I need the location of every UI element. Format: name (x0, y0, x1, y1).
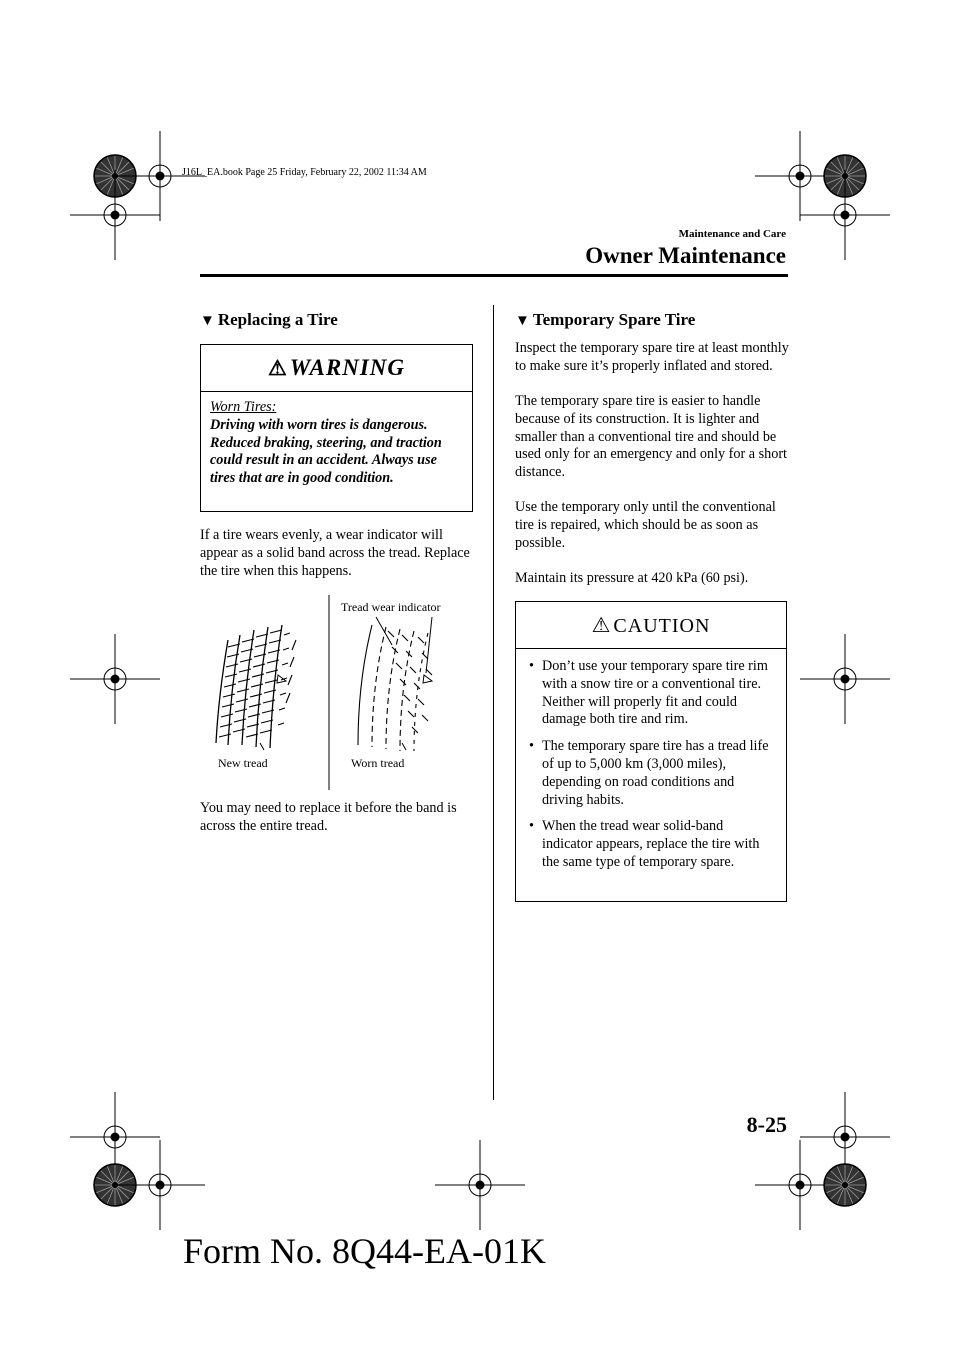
caution-header (516, 602, 786, 649)
heading-replacing-tire (200, 310, 338, 330)
heading-text: Replacing a Tire (217, 310, 338, 329)
warning-text: Driving with worn tires is dangerous. Reduced braking, steering, and traction could result in an accident. Always use tires that are in good condition. (210, 416, 442, 487)
heading-text: Temporary Spare Tire (532, 310, 696, 329)
header-rule (200, 274, 788, 277)
heading-marker: ▼ (200, 313, 215, 329)
paragraph-use-temporary: Use the temporary only until the conventional tire is repaired, which should be as soon as possible. (515, 499, 776, 551)
label-worn-tread: Worn tread (351, 756, 405, 770)
warning-title: Worn Tires: (210, 399, 277, 415)
caution-item (529, 818, 776, 871)
paragraph-pressure: Maintain its pressure at 420 kPa (60 psi). (515, 570, 749, 586)
caution-item (529, 738, 776, 809)
paragraph-inspect-spare: Inspect the temporary spare tire at least monthly to make sure it’s properly inflated and stored. (515, 340, 789, 374)
warning-header (201, 345, 472, 392)
page-number: 8-25 (746, 1112, 787, 1137)
paragraph-replace-before-band: You may need to replace it before the band is across the entire tread. (200, 800, 457, 834)
caution-item-text: Don’t use your temporary spare tire rim with a snow tire or a conventional tire. Neither will properly fit and could damage both tire and rim. (542, 658, 768, 728)
caution-box (515, 601, 787, 902)
warning-box (200, 344, 473, 512)
caution-list (516, 649, 786, 880)
form-number: Form No. 8Q44-EA-01K (183, 1231, 546, 1271)
label-tread-wear-indicator: Tread wear indicator (341, 600, 441, 614)
caution-label: CAUTION (613, 615, 711, 637)
heading-marker: ▼ (515, 313, 530, 329)
heading-temporary-spare (515, 310, 695, 330)
new-tread-illustration (216, 625, 296, 750)
label-new-tread: New tread (218, 756, 268, 770)
caution-item-text: When the tread wear solid-band indicator appears, replace the tire with the same type of temporary spare. (542, 818, 760, 870)
caution-item-text: The temporary spare tire has a tread life of up to 5,000 km (3,000 miles), depending on road conditions and driving habits. (542, 738, 769, 808)
column-divider (493, 305, 494, 1100)
caution-triangle-icon: ⚠ (591, 613, 612, 637)
bullet: • (529, 658, 534, 674)
book-info-line: J16L_EA.book Page 25 Friday, February 22, 2002 11:34 AM (182, 167, 427, 178)
bullet: • (529, 818, 534, 835)
bullet: • (529, 738, 534, 755)
paragraph-wear-indicator: If a tire wears evenly, a wear indicator will appear as a solid band across the tread. Replace the tire when this happens. (200, 527, 470, 579)
paragraph-spare-construction: The temporary spare tire is easier to handle because of its construction. It is lighter and smaller than a conventional tire and should be used only for an emergency and only for a short distance. (515, 393, 787, 481)
warning-body (201, 392, 472, 496)
section-title: Maintenance and Care (678, 228, 786, 240)
chapter-title: Owner Maintenance (585, 243, 786, 268)
worn-tread-illustration (358, 617, 432, 751)
caution-item (529, 658, 776, 729)
warning-label: WARNING (289, 355, 406, 380)
warning-triangle-icon: ⚠ (267, 356, 288, 380)
